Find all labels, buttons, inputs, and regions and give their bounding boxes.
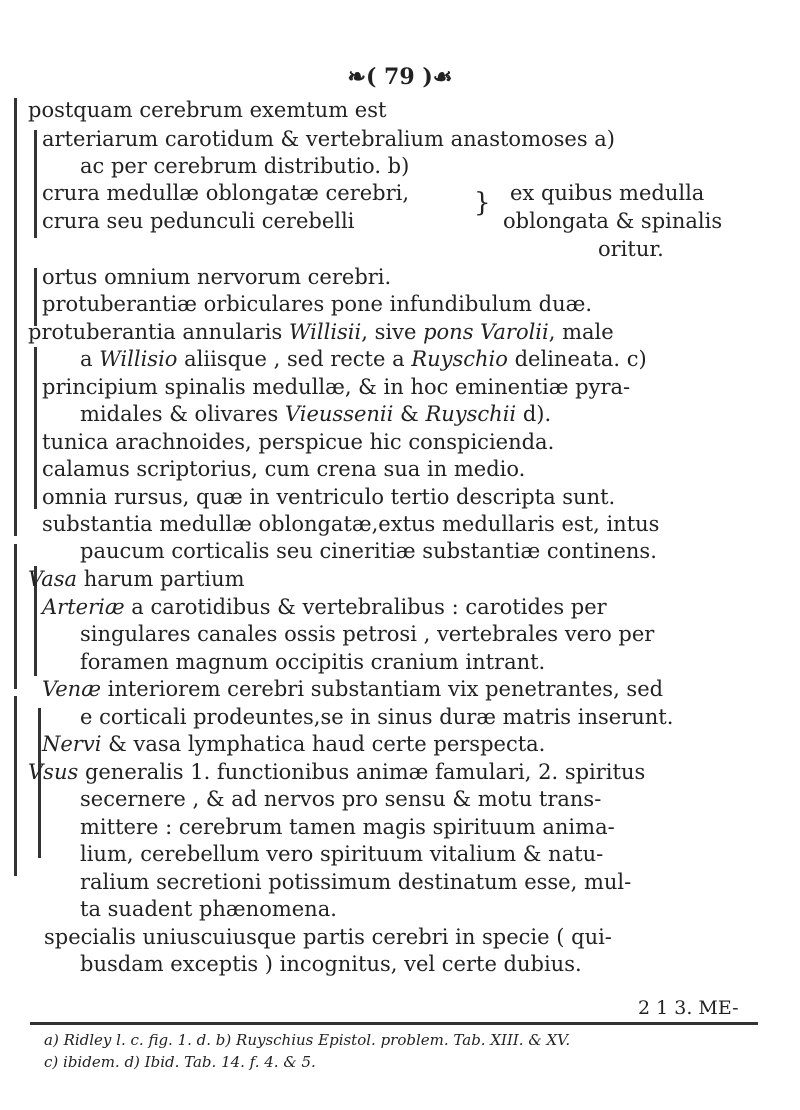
text-line: a Willisio aliisque , sed recte a Ruyschio delineata. c) (80, 347, 647, 371)
text-line: omnia rursus, quæ in ventriculo tertio descripta sunt. (42, 485, 616, 509)
text-line: arteriarum carotidum & vertebralium anastomoses a) (42, 127, 615, 151)
text-line: oblongata & spinalis (503, 209, 723, 233)
usus-bracket (14, 696, 17, 876)
text-line: protuberantia annularis Willisii, sive pons Varolii, male (28, 320, 614, 344)
page-header (0, 64, 800, 90)
text-line: Arteriæ a carotidibus & vertebralibus : carotides per (42, 595, 607, 619)
catchword: 2 1 3. ME- (638, 997, 739, 1019)
text-line: protuberantiæ orbiculares pone infundibulum duæ. (42, 292, 593, 316)
vasa-bracket (14, 544, 17, 689)
inner-bracket-3 (34, 347, 37, 509)
text-line: Venæ interiorem cerebri substantiam vix penetrantes, sed (42, 677, 664, 701)
text-line: ac per cerebrum distributio. b) (80, 154, 410, 178)
brace-mark: } (474, 188, 491, 218)
text-line: crura seu pedunculi cerebelli (42, 209, 355, 233)
text-line: Vsus generalis 1. functionibus animæ famulari, 2. spiritus (28, 760, 646, 784)
footnote-2: c) ibidem. d) Ibid. Tab. 14. f. 4. & 5. (44, 1053, 316, 1071)
text-line: ex quibus medulla (510, 181, 705, 205)
text-line: secernere , & ad nervos pro sensu & motu trans- (80, 787, 602, 811)
text-line: crura medullæ oblongatæ cerebri, (42, 181, 410, 205)
text-line: substantia medullæ oblongatæ,extus medullaris est, intus (42, 512, 660, 536)
text-line: Vasa harum partium (28, 567, 245, 591)
text-line: paucum corticalis seu cineritiæ substantiæ continens. (80, 539, 657, 563)
text-line: tunica arachnoides, perspicue hic conspicienda. (42, 430, 555, 454)
text-line: midales & olivares Vieussenii & Ruyschii d). (80, 402, 552, 426)
text-line: calamus scriptorius, cum crena sua in medio. (42, 457, 526, 481)
page-number: 79 (384, 64, 415, 90)
text-line: Nervi & vasa lymphatica haud certe perspecta. (42, 732, 546, 756)
footnote-1: a) Ridley l. c. fig. 1. d. b) Ruyschius Epistol. problem. Tab. XIII. & XV. (44, 1031, 571, 1049)
text-line: ralium secretioni potissimum destinatum esse, mul- (80, 870, 632, 894)
ornament-right: )☙ (422, 64, 453, 90)
text-line: busdam exceptis ) incognitus, vel certe dubius. (80, 952, 582, 976)
text-line: mittere : cerebrum tamen magis spirituum anima- (80, 815, 615, 839)
inner-bracket-2 (34, 268, 37, 326)
inner-bracket-1 (34, 130, 37, 238)
text-line: ortus omnium nervorum cerebri. (42, 265, 392, 289)
outer-bracket (14, 98, 17, 536)
text-line: foramen magnum occipitis cranium intrant. (80, 650, 546, 674)
text-line: ta suadent phænomena. (80, 897, 337, 921)
text-line: oritur. (598, 237, 664, 261)
ornament-left: ❧( (347, 64, 377, 90)
footnote-rule (30, 1022, 758, 1025)
text-line: singulares canales ossis petrosi , vertebrales vero per (80, 622, 655, 646)
text-line: postquam cerebrum exemtum est (28, 98, 387, 122)
text-line: principium spinalis medullæ, & in hoc eminentiæ pyra- (42, 375, 631, 399)
text-line: lium, cerebellum vero spirituum vitalium & natu- (80, 842, 604, 866)
text-line: specialis uniuscuiusque partis cerebri in specie ( qui- (44, 925, 612, 949)
text-line: e corticali prodeuntes,se in sinus duræ matris inserunt. (80, 705, 674, 729)
